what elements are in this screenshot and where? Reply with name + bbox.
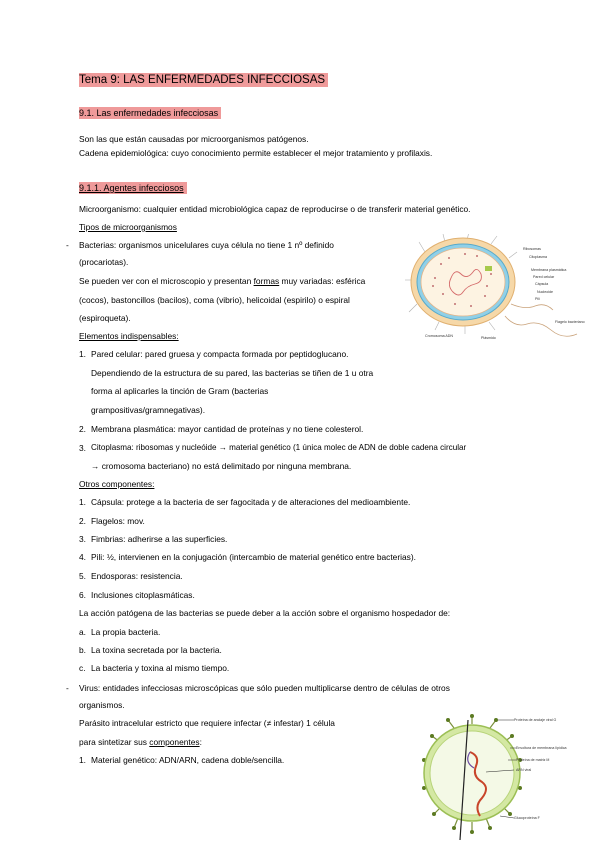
list-item-line: grampositivas/gramnegativas). [91,405,206,415]
formas-pre: Se pueden ver con el microscopio y presentan [79,276,254,286]
list-item-line: → cromosoma bacteriano) no está delimitado por ninguna membrana. [91,461,352,471]
list-item: Fimbrias: adherirse a las superficies. [91,534,228,544]
tipos-heading: Tipos de microorganismos [79,222,177,232]
bacteria-label: Cápsula [535,282,549,286]
intro-line-1: Son las que están causadas por microorganismos patógenos. [79,134,309,144]
intro-line-2: Cadena epidemiológica: cuyo conocimiento permite establecer el mejor tratamiento y profilaxis. [79,148,433,158]
bacteria-label: Cromosoma ADN [425,334,453,338]
virus-label: Glucoproteína F [514,816,540,820]
virus-componentes-line [79,737,202,747]
virus-diagram [410,712,595,842]
bacteria-illustration [405,234,600,346]
list-item: Endosporas: resistencia. [91,571,183,581]
elementos-heading: Elementos indispensables: [79,331,179,341]
page-title: Tema 9: LAS ENFERMEDADES INFECCIOSAS [79,73,328,87]
bacterias-formas-line [79,276,365,286]
list-item: Material genético: ADN/ARN, cadena doble/sencilla. [91,755,285,765]
list-item-line: Membrana plasmática: mayor cantidad de proteínas y no tiene colesterol. [91,424,364,434]
list-number: 3. [79,534,86,544]
componentes-post: : [199,737,202,747]
list-number: 5. [79,571,86,581]
virus-line: Parásito intracelular estricto que requiere infectar (≠ infestar) 1 célula [79,718,335,728]
cytoplasm-shape [421,248,505,316]
list-item-line: forma al aplicarles la tinción de Gram (bacterias [91,386,269,396]
list-item-line: Citoplasma: ribosomas y nucleóide → material genético (1 única molec de ADN de doble cadena circular [91,443,467,452]
list-item: La bacteria y toxina al mismo tiempo. [91,663,230,673]
virus-label: Proteína de anclaje viral G [514,718,557,722]
bacteria-label: Ribosomas [523,247,541,251]
componentes-word: componentes [149,737,200,747]
bullet: - [66,240,69,250]
bacteria-label: Nucleoide [537,290,553,294]
list-number: 1. [79,349,86,359]
bacteria-label: Plásmido [481,336,496,340]
list-number: 3. [79,443,86,453]
virus-label: ARN viral [516,768,532,772]
bacterias-line: (procariotas). [79,257,129,267]
list-number: 1. [79,755,86,765]
bullet: - [66,683,69,693]
list-item: Pili: ½, intervienen en la conjugación (intercambio de material genético entre bacterias). [91,552,416,562]
list-item: La propia bacteria. [91,627,161,637]
list-item: Inclusiones citoplasmáticas. [91,590,195,600]
section-heading: 9.1. Las enfermedades infecciosas [79,107,221,119]
list-letter: c. [79,663,86,673]
list-item-line: Pared celular: pared gruesa y compacta formada por peptidoglucano. [91,349,349,359]
list-item-line: Dependiendo de la estructura de su pared, las bacterias se tiñen de 1 u otra [91,368,374,378]
list-number: 4. [79,552,86,562]
bacteria-label: Pared celular [533,275,555,279]
list-letter: a. [79,627,86,637]
bacteria-label: Membrana plasmática [531,268,567,272]
formas-word: formas [253,276,280,286]
bacterias-line: Bacterias: organismos unicelulares cuya célula no tiene 1 nº definido [79,240,334,250]
list-number: 6. [79,590,86,600]
list-item: La toxina secretada por la bacteria. [91,645,222,655]
plasmid-shape [485,266,492,271]
formas-post: muy variadas: esférica [279,276,366,286]
bacteria-label: Citoplasma [529,255,547,259]
virus-label: Envoltura de membrana lipídica [516,746,567,750]
bacteria-label: Pili [535,297,540,301]
microorganismo-definition: Microorganismo: cualquier entidad microbiológica capaz de reproducirse o de transferir material genético. [79,204,471,214]
list-letter: b. [79,645,86,655]
subsection-heading: 9.1.1. Agentes infecciosos [79,182,187,194]
list-item: Cápsula: protege a la bacteria de ser fagocitada y de alteraciones del medioambiente. [91,497,411,507]
list-number: 2. [79,516,86,526]
bacteria-label: Flagelo bacteriano [555,320,585,324]
bacterias-line: (espiroqueta). [79,313,131,323]
virus-label: Proteína de matriz M [516,758,550,762]
list-number: 2. [79,424,86,434]
list-item: Flagelos: mov. [91,516,145,526]
virus-line: Virus: entidades infecciosas microscópicas que sólo pueden multiplicarse dentro de células de otros [79,683,450,693]
otros-heading: Otros componentes: [79,479,155,489]
componentes-pre: para sintetizar sus [79,737,150,747]
virus-line: organismos. [79,700,125,710]
bacterias-line: (cocos), bastoncillos (bacilos), coma (vibrio), helicoidal (espirilo) o espiral [79,295,350,305]
list-number: 1. [79,497,86,507]
bacteria-diagram [405,234,600,346]
accion-text: La acción patógena de las bacterias se puede deber a la acción sobre el organismo hospedador de: [79,608,451,618]
virus-illustration [410,712,595,842]
